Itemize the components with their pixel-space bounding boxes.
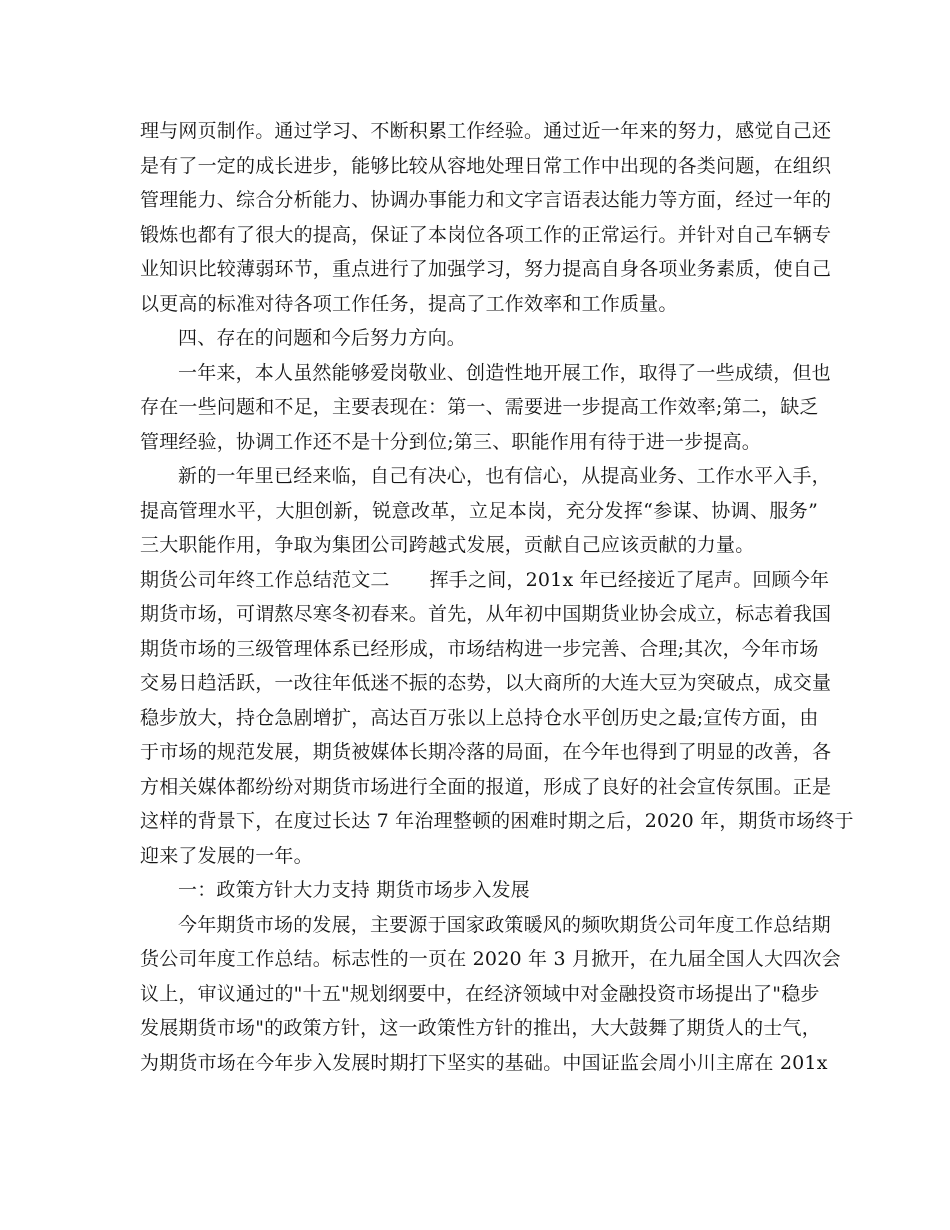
paragraph [140,459,831,563]
text-line: 期货市场的三级管理体系已经形成，市场结构进一步完善、合理;其次，今年市场 [140,637,819,660]
text-run: 挥手之间，201x 年已经接近了尾声。回顾今年 [429,568,830,591]
text-line: 议上，审议通过的"十五"规划纲要中，在经济领域中对金融投资市场提出了"稳步 [140,982,820,1005]
text-line: 是有了一定的成长进步，能够比较从容地处理日常工作中出现的各类问题，在组织 [140,154,832,177]
text-line: 管理能力、综合分析能力、协调办事能力和文字言语表达能力等方面，经过一年的 [140,189,832,211]
section-title-line [140,563,830,598]
text-line: 理与网页制作。通过学习、不断积累工作经验。通过近一年来的努力，感觉自己还 [140,120,832,142]
text-line: 稳步放大，持仓急剧增扩，高达百万张以上总持仓水平创历史之最;宣传方面，由 [140,706,819,729]
text-line: 交易日趋活跃，一改往年低迷不振的态势，以大商所的大连大豆为突破点，成交量 [140,672,832,694]
text-line: 迎来了发展的一年。 [140,844,313,867]
section-title: 期货公司年终工作总结范文二 [140,568,390,591]
text-line: 方相关媒体都纷纷对期货市场进行全面的报道，形成了良好的社会宣传氛围。正是 [140,775,832,798]
text-line: 提高管理水平，大胆创新，锐意改革，立足本岗，充分发挥“参谋、协调、服务” [140,499,818,522]
subheading: 一：政策方针大力支持 期货市场步入发展 [178,879,530,901]
text-line: 一年来，本人虽然能够爱岗敬业、创造性地开展工作，取得了一些成绩，但也 [178,361,831,384]
paragraph [140,114,832,321]
text-line: 业知识比较薄弱环节，重点进行了加强学习，努力提高自身各项业务素质，使自己 [140,258,832,280]
text-line: 新的一年里已经来临，自己有决心，也有信心，从提高业务、工作水平入手， [178,465,831,487]
paragraph [140,563,854,874]
text-line: 以更高的标准对待各项工作任务，提高了工作效率和工作质量。 [140,292,678,315]
paragraph [140,908,841,1081]
text-line: 期货市场，可谓熬尽寒冬初春来。首先，从年初中国期货业协会成立，标志着我国 [140,603,832,625]
section-heading: 四、存在的问题和今后努力方向。 [178,327,467,349]
text-line: 锻炼也都有了很大的提高，保证了本岗位各项工作的正常运行。并针对自己车辆专 [140,223,832,246]
text-line: 货公司年度工作总结。标志性的一页在 2020 年 3 月掀开，在九届全国人大四次会 [140,948,841,970]
text-line: 为期货市场在今年步入发展时期打下坚实的基础。中国证监会周小川主席在 201x [140,1051,828,1074]
text-line: 管理经验，协调工作还不是十分到位;第三、职能作用有待于进一步提高。 [140,430,762,453]
paragraph [140,356,831,460]
text-line: 存在一些问题和不足，主要表现在：第一、需要进一步提高工作效率;第二，缺乏 [140,396,819,418]
text-line: 发展期货市场"的政策方针，这一政策性方针的推出，大大鼓舞了期货人的士气， [140,1017,821,1039]
text-line: 这样的背景下，在度过长达 7 年治理整顿的困难时期之后，2020 年，期货市场终于 [140,810,854,832]
text-line: 今年期货市场的发展，主要源于国家政策暖风的频吹期货公司年度工作总结期 [178,913,831,936]
text-line: 于市场的规范发展，期货被媒体长期冷落的局面，在今年也得到了明显的改善，各 [140,741,832,763]
text-line: 三大职能作用，争取为集团公司跨越式发展，贡献自己应该贡献的力量。 [140,534,755,556]
